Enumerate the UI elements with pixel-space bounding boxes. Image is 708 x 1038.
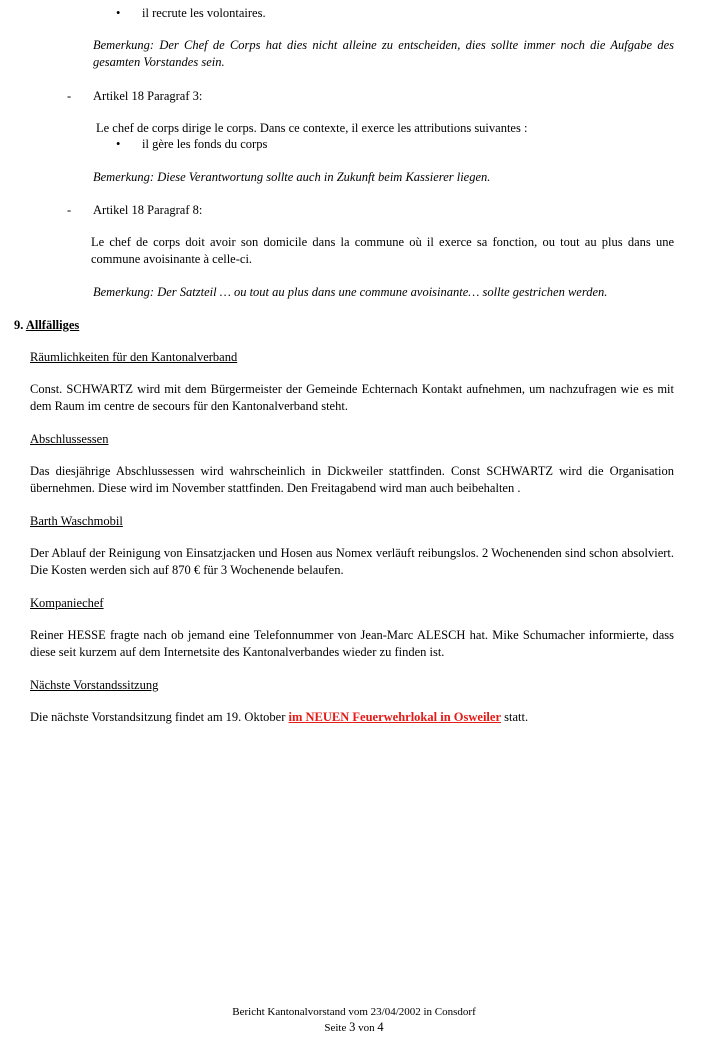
bullet-glyph: • [116, 137, 121, 151]
remark: Bemerkung: Der Chef de Corps hat dies nicht alleine zu entscheiden, dies sollte immer noch die Aufgabe des gesamten Vorstandes sein. [93, 38, 674, 69]
list-item: il recrute les volontaires. [142, 6, 266, 20]
bullet-glyph: • [116, 6, 121, 20]
page-current: 3 [349, 1020, 356, 1034]
list-item: il gère les fonds du corps [142, 137, 268, 151]
item-heading: Barth Waschmobil [30, 514, 123, 528]
item-text: Const. SCHWARTZ wird mit dem Bürgermeister der Gemeinde Echternach Kontakt aufnehmen, um nachzufragen wie es mit dem Raum im centre de secours für den Kantonalverband steht. [30, 382, 674, 413]
remark-part: sollte gestrichen werden. [482, 285, 608, 299]
section-heading [14, 317, 79, 334]
item-text: Reiner HESSE fragte nach ob jemand eine Telefonnummer von Jean-Marc ALESCH hat. Mike Schumacher informierte, dass diese seit kurzem auf dem Internetsite des Kantonalverbandes wieder zu finden ist. [30, 628, 674, 659]
meeting-text: statt. [501, 710, 529, 724]
item-text [30, 709, 528, 726]
dash-glyph: - [67, 203, 72, 217]
remark [93, 284, 607, 301]
item-text: Das diesjährige Abschlussessen wird wahrscheinlich in Dickweiler stattfinden. Const SCHWARTZ wird die Organisation übernehmen. Diese wird im November stattfinden. Den Freitagabend wird man auch beibehalten . [30, 464, 674, 495]
meeting-text: Die nächste Vorstandsitzung findet am 19. Oktober [30, 710, 289, 724]
footer-line: Bericht Kantonalvorstand vom 23/04/2002 in Consdorf [232, 1006, 476, 1018]
article-text: Le chef de corps doit avoir son domicile dans la commune où il exerce sa fonction, ou tout au plus dans une commune avoisinante à celle-ci. [91, 235, 674, 266]
section-title: Allfälliges [25, 318, 80, 332]
remark-quote: … ou tout au plus dans une commune avoisinante… [219, 285, 483, 299]
article-title: Artikel 18 Paragraf 3: [93, 89, 203, 103]
page-of-label: von [355, 1022, 378, 1034]
meeting-location-highlight: im NEUEN Feuerwehrlokal in Osweiler [288, 710, 501, 724]
article-title: Artikel 18 Paragraf 8: [93, 203, 203, 217]
dash-glyph: - [67, 89, 72, 103]
page-total: 4 [377, 1020, 384, 1034]
remark-part: Bemerkung: Der Satzteil [93, 285, 220, 299]
remark: Bemerkung: Diese Verantwortung sollte auch in Zukunft beim Kassierer liegen. [93, 170, 491, 184]
page-label: Seite [324, 1022, 350, 1034]
section-number: 9. [14, 318, 26, 332]
article-text: Le chef de corps dirige le corps. Dans ce contexte, il exerce les attributions suivantes : [96, 121, 528, 135]
item-heading: Kompaniechef [30, 596, 104, 610]
item-heading: Abschlussessen [30, 432, 109, 446]
item-heading: Räumlichkeiten für den Kantonalverband [30, 350, 238, 364]
page-number [0, 1020, 708, 1035]
item-heading: Nächste Vorstandssitzung [30, 678, 159, 692]
item-text: Der Ablauf der Reinigung von Einsatzjacken und Hosen aus Nomex verläuft reibungslos. 2 Wochenenden sind schon absolviert. Die Kosten werden sich auf 870 € für 3 Wochenende belaufen. [30, 546, 674, 577]
